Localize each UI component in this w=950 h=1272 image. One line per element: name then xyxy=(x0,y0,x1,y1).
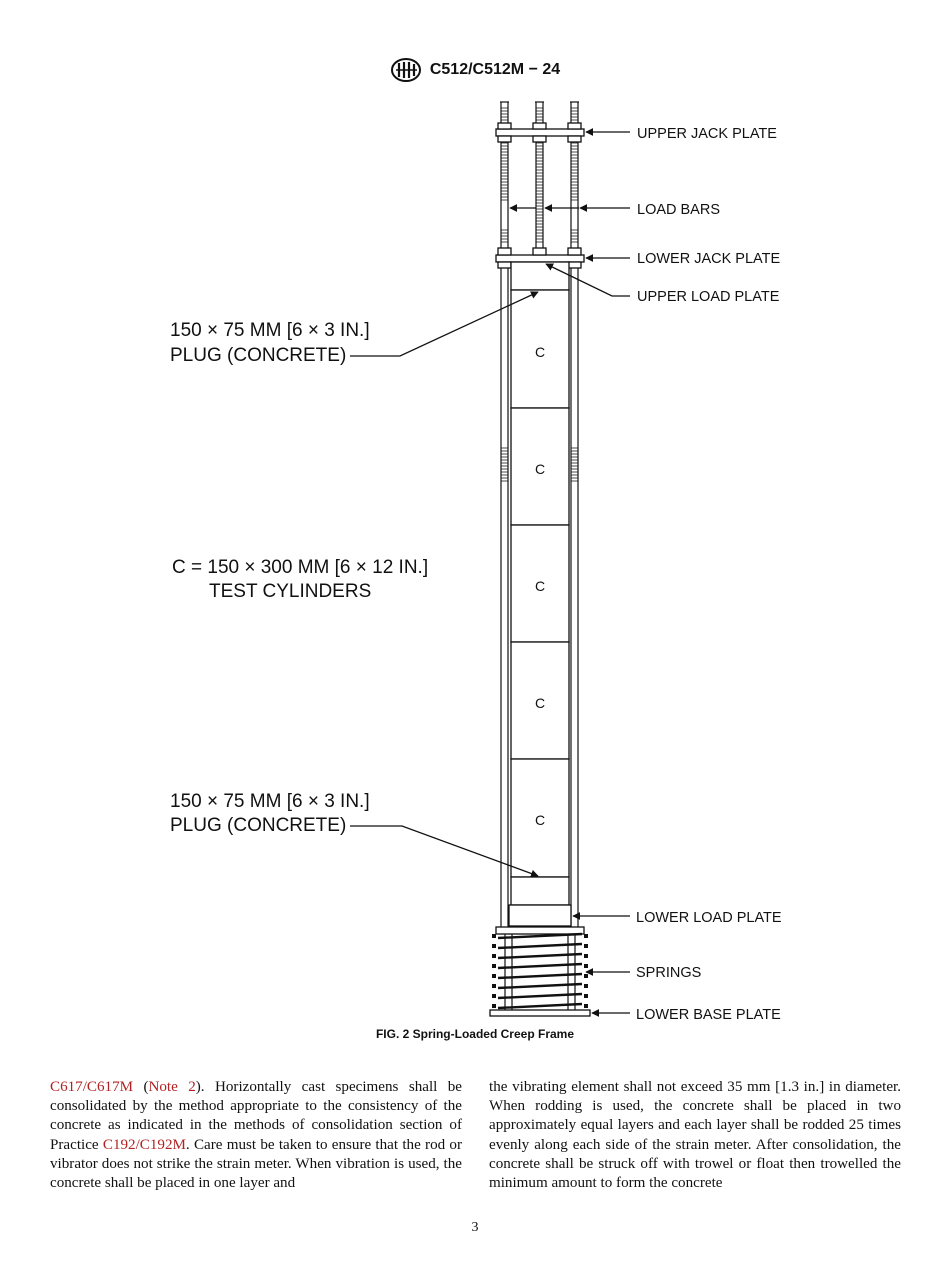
label-load-bars: LOAD BARS xyxy=(637,202,720,218)
label-lower-base-plate: LOWER BASE PLATE xyxy=(636,1007,781,1023)
label-springs: SPRINGS xyxy=(636,965,702,981)
ref-c617[interactable]: C617/C617M xyxy=(50,1079,134,1095)
cylinder-2-label: C xyxy=(534,461,546,477)
plug-top-dimension: 150 × 75 MM [6 × 3 IN.] xyxy=(170,320,370,341)
ref-note-2[interactable]: Note 2 xyxy=(148,1079,196,1095)
cylinders-description: TEST CYLINDERS xyxy=(209,581,372,602)
upper-load-plate-shape xyxy=(511,262,569,290)
bottom-plug xyxy=(511,877,569,905)
lower-load-plate-shape xyxy=(509,905,571,926)
body-paragraph-left: C617/C617M (Note 2). Horizontally cast specimens shall be consolidated by the method appropriate to the consistency of the concrete as indicated in the methods of consolidation section of Practice C192/C192M. Care must be taken to ensure that the rod or vibrator does not strike the strain meter. When vibration is used, the concrete shall be placed in one layer and xyxy=(50,1079,462,1192)
label-upper-jack-plate: UPPER JACK PLATE xyxy=(637,126,777,142)
document-designation: C512/C512M − 24 xyxy=(429,61,561,78)
cylinders-dimension: C = 150 × 300 MM [6 × 12 IN.] xyxy=(172,557,429,578)
cylinder-4-label: C xyxy=(534,695,546,711)
figure-caption: FIG. 2 Spring-Loaded Creep Frame xyxy=(375,1027,575,1041)
page-header xyxy=(0,56,950,84)
ref-c192[interactable]: C192/C192M xyxy=(102,1136,186,1153)
label-lower-load-plate: LOWER LOAD PLATE xyxy=(636,910,782,926)
cylinder-3-label: C xyxy=(534,578,546,594)
label-lower-jack-plate: LOWER JACK PLATE xyxy=(637,251,781,267)
body-paragraph-right: the vibrating element shall not exceed 35 mm [1.3 in.] in diameter. When rodding is used, the concrete shall be placed in two approximately equal layers and each layer shall be rodded 25 times evenly along each side of the strain meter. After consolidation, the concrete shall be struck off with trowel or float then trowelled the minimum amount to form the concrete xyxy=(489,1079,901,1192)
creep-frame-diagram xyxy=(0,90,950,1030)
cylinder-1-label: C xyxy=(534,344,546,360)
astm-logo-icon xyxy=(390,57,422,83)
page-number: 3 xyxy=(471,1220,479,1235)
label-upper-load-plate: UPPER LOAD PLATE xyxy=(637,289,780,305)
body-column-right xyxy=(489,1078,901,1193)
cylinder-5-label: C xyxy=(534,812,546,828)
plug-bottom-description: PLUG (CONCRETE) xyxy=(170,815,347,836)
plug-bottom-dimension: 150 × 75 MM [6 × 3 IN.] xyxy=(170,791,370,812)
plug-top-description: PLUG (CONCRETE) xyxy=(170,345,347,366)
upper-jack-plate xyxy=(496,123,584,142)
body-column-left xyxy=(50,1078,462,1193)
spring-assembly xyxy=(490,927,590,1016)
